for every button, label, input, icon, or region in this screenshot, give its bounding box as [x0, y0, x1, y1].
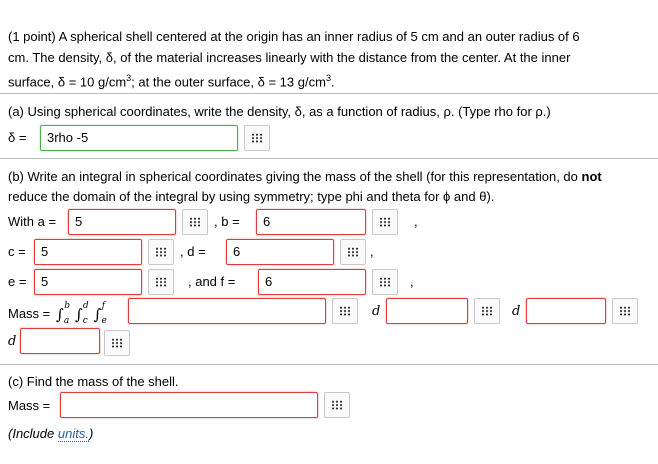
part-a-question: (a) Using spherical coordinates, write the density, δ, as a function of radius, ρ. (Type rho for ρ.)	[8, 104, 551, 119]
differential-1-input[interactable]	[386, 298, 468, 324]
mass-label: Mass =	[8, 398, 51, 413]
equation-editor-icon[interactable]	[474, 298, 500, 324]
part-b-question-1: (b) Write an integral in spherical coordinates giving the mass of the shell (for this representation, do not	[8, 169, 602, 184]
a-input[interactable]: 5	[68, 209, 176, 235]
equation-editor-icon[interactable]	[372, 269, 398, 295]
a-label: With a =	[8, 214, 57, 229]
mass-label: Mass =	[8, 306, 51, 321]
units-link[interactable]: units.	[57, 426, 89, 441]
triple-integral: $\int_a^b$ $\int_c^d$ $\int_e^f$	[56, 301, 107, 326]
differential-d: d	[8, 334, 17, 349]
intro-line-1: (1 point) A spherical shell centered at the origin has an inner radius of 5 cm and an outer radius of 6	[8, 29, 580, 44]
equation-editor-icon[interactable]	[340, 239, 366, 265]
density-input[interactable]: 3rho -5	[40, 125, 238, 151]
part-c-question: (c) Find the mass of the shell.	[8, 374, 179, 389]
differential-2-input[interactable]	[526, 298, 606, 324]
equation-editor-icon[interactable]	[324, 392, 350, 418]
comma: ,	[410, 274, 414, 289]
intro-line-3: surface, δ = 10 $g/cm^3$; at the outer surface, δ = 13 $g/cm^3$.	[8, 73, 335, 90]
c-label: c =	[8, 244, 26, 259]
equation-editor-icon[interactable]	[244, 125, 270, 151]
comma: ,	[414, 214, 418, 229]
equation-editor-icon[interactable]	[148, 269, 174, 295]
separator	[0, 158, 658, 159]
differential-3-input[interactable]	[20, 328, 100, 354]
density-label: δ =	[8, 130, 27, 145]
differential-d: d	[372, 304, 381, 319]
intro-line-2: cm. The density, δ, of the material increases linearly with the distance from the center. At the inner	[8, 50, 571, 65]
d-input[interactable]: 6	[226, 239, 334, 265]
d-label: , d =	[180, 244, 206, 259]
b-label: , b =	[214, 214, 240, 229]
equation-editor-icon[interactable]	[332, 298, 358, 324]
equation-editor-icon[interactable]	[148, 239, 174, 265]
equation-editor-icon[interactable]	[372, 209, 398, 235]
comma: ,	[370, 244, 374, 259]
b-input[interactable]: 6	[256, 209, 366, 235]
differential-d: d	[512, 304, 521, 319]
part-b-question-2: reduce the domain of the integral by using symmetry; type phi and theta for ϕ and θ).	[8, 189, 495, 204]
e-label: e =	[8, 274, 27, 289]
equation-editor-icon[interactable]	[612, 298, 638, 324]
equation-editor-icon[interactable]	[182, 209, 208, 235]
f-input[interactable]: 6	[258, 269, 366, 295]
equation-editor-icon[interactable]	[104, 330, 130, 356]
mass-input[interactable]	[60, 392, 318, 418]
integrand-input[interactable]	[128, 298, 326, 324]
separator	[0, 364, 658, 365]
include-units-note: (Include units.)	[8, 426, 94, 441]
c-input[interactable]: 5	[34, 239, 142, 265]
separator	[0, 93, 658, 94]
f-label: , and f =	[188, 274, 236, 289]
e-input[interactable]: 5	[34, 269, 142, 295]
